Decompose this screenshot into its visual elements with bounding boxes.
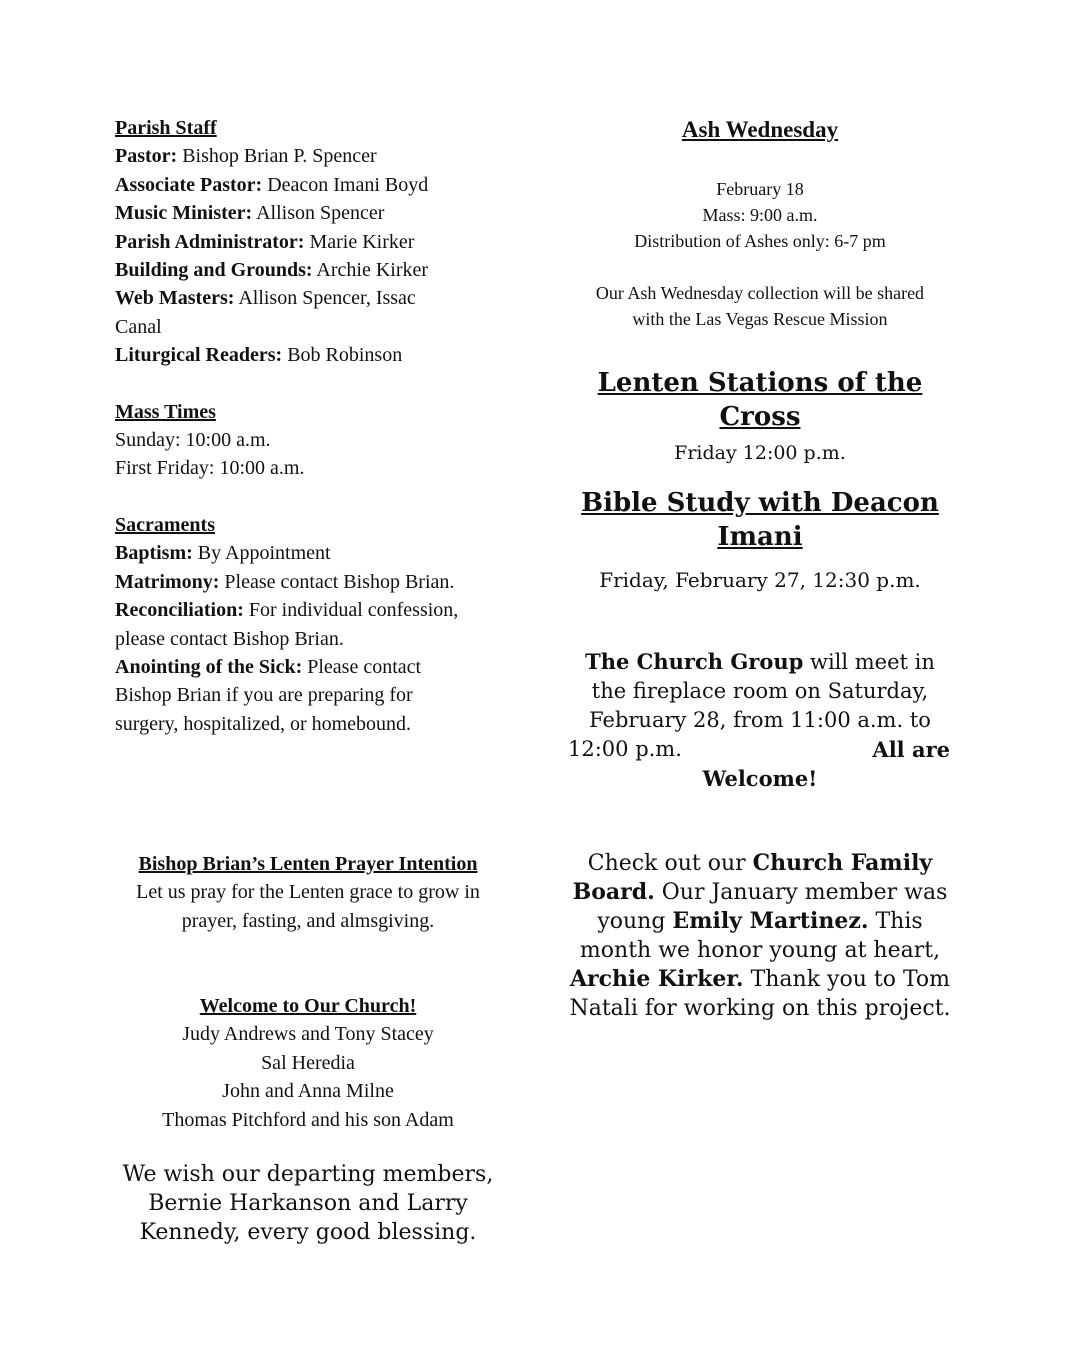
bible-study-time: Friday, February 27, 12:30 p.m. <box>599 568 921 592</box>
sacrament-anointing: Anointing of the Sick: Please contact <box>115 655 422 678</box>
welcome-section <box>88 992 528 1134</box>
departing-line: Bernie Harkanson and Larry <box>148 1191 468 1216</box>
departing-line: Kennedy, every good blessing. <box>139 1220 477 1245</box>
departing-members-section <box>88 1160 528 1247</box>
family-board-line: Natali for working on this project. <box>569 996 951 1021</box>
mass-time-sunday: Sunday: 10:00 a.m. <box>115 429 271 452</box>
church-group-line: 12:00 p.m. All are <box>568 737 950 762</box>
family-board-line: young Emily Martinez. This <box>597 908 923 934</box>
ash-wednesday-mass: Mass: 9:00 a.m. <box>702 205 818 225</box>
ash-wednesday-date: February 18 <box>716 179 804 199</box>
bible-study-heading: Bible Study with Deacon <box>581 488 939 518</box>
staff-web-masters: Web Masters: Allison Spencer, Issac <box>115 287 416 310</box>
staff-building-grounds: Building and Grounds: Archie Kirker <box>115 259 429 282</box>
prayer-intention-line: prayer, fasting, and almsgiving. <box>181 909 435 932</box>
left-info-column <box>115 114 515 738</box>
welcome-name: Judy Andrews and Tony Stacey <box>182 1023 434 1046</box>
church-group-line: February 28, from 11:00 a.m. to <box>589 708 931 732</box>
church-group-section <box>560 647 960 794</box>
welcome-name: John and Anna Milne <box>222 1080 394 1103</box>
sacrament-matrimony: Matrimony: Please contact Bishop Brian. <box>115 570 455 593</box>
ash-wednesday-distribution: Distribution of Ashes only: 6-7 pm <box>634 231 886 251</box>
ash-wednesday-section <box>560 114 960 332</box>
sacrament-reconciliation-cont: please contact Bishop Brian. <box>115 627 344 650</box>
staff-web-masters-cont: Canal <box>115 315 162 338</box>
prayer-intention-line: Let us pray for the Lenten grace to grow in <box>136 881 480 904</box>
staff-pastor: Pastor: Bishop Brian P. Spencer <box>115 145 377 168</box>
church-group-line: the fireplace room on Saturday, <box>591 679 929 703</box>
family-board-section <box>560 849 960 1023</box>
welcome-heading: Welcome to Our Church! <box>199 995 417 1017</box>
sacrament-anointing-cont2: surgery, hospitalized, or homebound. <box>115 712 412 735</box>
sacrament-baptism: Baptism: By Appointment <box>115 542 331 565</box>
parish-staff-heading: Parish Staff <box>115 117 217 139</box>
family-board-line: Board. Our January member was <box>572 879 948 905</box>
staff-parish-administrator: Parish Administrator: Marie Kirker <box>115 230 415 253</box>
departing-line: We wish our departing members, <box>122 1162 494 1187</box>
welcome-name: Sal Heredia <box>261 1051 355 1074</box>
sacraments-heading: Sacraments <box>115 513 215 536</box>
mass-time-first-friday: First Friday: 10:00 a.m. <box>115 457 305 480</box>
ash-wednesday-collection: with the Las Vegas Rescue Mission <box>632 309 888 329</box>
ash-wednesday-heading: Ash Wednesday <box>681 117 839 142</box>
ash-wednesday-collection: Our Ash Wednesday collection will be shared <box>595 283 925 303</box>
prayer-intention-section <box>88 850 528 935</box>
mass-times-heading: Mass Times <box>115 400 216 423</box>
sacrament-reconciliation: Reconciliation: For individual confession, <box>115 599 459 622</box>
prayer-intention-heading: Bishop Brian’s Lenten Prayer Intention <box>138 853 478 875</box>
stations-time: Friday 12:00 p.m. <box>674 442 846 464</box>
family-board-line: Check out our Church Family <box>587 850 933 876</box>
church-group-welcome: Welcome! <box>702 766 818 791</box>
stations-section <box>560 366 960 466</box>
bible-study-heading-cont: Imani <box>717 522 803 552</box>
staff-associate-pastor: Associate Pastor: Deacon Imani Boyd <box>115 173 429 196</box>
staff-liturgical-readers: Liturgical Readers: Bob Robinson <box>115 344 403 367</box>
stations-heading-cont: Cross <box>719 402 801 432</box>
staff-music-minister: Music Minister: Allison Spencer <box>115 202 385 225</box>
sacrament-anointing-cont1: Bishop Brian if you are preparing for <box>115 684 413 707</box>
bible-study-section <box>560 486 960 594</box>
church-group-line: The Church Group will meet in <box>585 649 935 674</box>
stations-heading: Lenten Stations of the <box>597 368 923 398</box>
family-board-line: month we honor young at heart, <box>579 938 941 963</box>
welcome-name: Thomas Pitchford and his son Adam <box>162 1108 454 1131</box>
family-board-line: Archie Kirker. Thank you to Tom <box>569 966 951 992</box>
church-group-name: The Church Group <box>585 649 804 674</box>
